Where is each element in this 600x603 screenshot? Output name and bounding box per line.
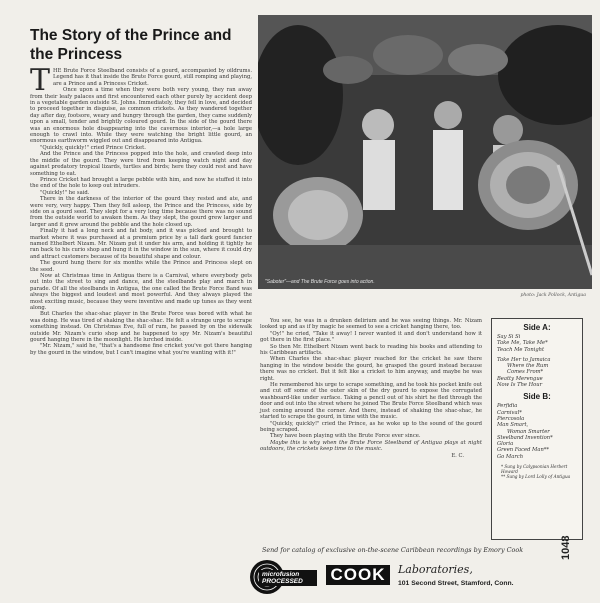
photo-illustration bbox=[258, 15, 592, 289]
story-paragraph: "Oy!" he cried, "Take it away! I never wanted it and don't understand how it got there in the first place." bbox=[260, 330, 482, 344]
track-item: Say Si Si bbox=[497, 334, 521, 340]
signature: E. C. bbox=[451, 452, 464, 459]
steelband-photo bbox=[258, 15, 592, 289]
singer-note: ** Sung by Lord Lolly of Antigua bbox=[501, 474, 571, 480]
track-item: Piercosola bbox=[497, 415, 525, 422]
story-paragraph: THE Brute Force Steelband consists of a gourd, accompanied by oildrums. Legend has it that inside the Brute Force gourd, still romping and playing, are a Prince and a Princess Cricket. bbox=[30, 63, 252, 98]
story-paragraph: Maybe this is why when the Brute Force Steelband of Antigua plays at night outdoors, the crickets keep time to the music. bbox=[260, 439, 482, 453]
story-paragraph: He remembered his urge to scrape something, and he took his pocket knife out and cut off some of the outer skin of the dry gourd to expose the corrugated washboard-like under surface. Taking a pencil out of his shirt he fled through the door and out into the street where he joined The Brute Force Steelband which was just coming around the corner. And there, instead of shaking the shac-shac, he started to scrape the gourd, in time with the music. bbox=[260, 382, 482, 421]
story-paragraph: Now at Christmas time in Antigua there is a Carnival, where everybody gets out into the street to sing and dance, and the steelbands play and march in parade. Of all the steelbands in Antigua, the one called the Brute Force Band was always the biggest and loudest and most powerful. And they always played the most exciting music, because they were inventive and made up tunes as they went along. bbox=[30, 273, 252, 312]
story-right-column bbox=[260, 318, 482, 554]
story-paragraph: But Charles the shac-shac player in the Brute Force was bored with what he was doing. He was tired of shaking the shac-shac. He felt a strange urge to scrape something instead. On Christmas Eve, full of rum, he passed by on the sidewalk outside Mr. Nizam's curio shop and he happened to spy Mr. Nizam's beautiful gourd hanging there in the moonlight. He lurched inside. bbox=[30, 311, 252, 344]
drop-cap: T bbox=[30, 63, 51, 98]
track-item: Go March bbox=[497, 453, 524, 460]
story-paragraph: When Charles the shac-shac player reached for the cricket he saw there hanging in the window beside the gourd, he grasped the gourd instead because there was no cricket. But it felt like a cricket to him anyway, and maybe he was right. bbox=[260, 356, 482, 382]
side-b-heading: Side B: bbox=[523, 392, 551, 402]
story-paragraph: There in the darkness of the interior of the gourd they rested and ate, and were very, very happy. Then they fell asleep, the Prince and the Princess, side by side on a gourd seed. They slept for a very long time because there was no sound from the outside world to awaken them. As they slept, the gourd grew larger and larger and it grew around the pebble and the hole closed up. bbox=[30, 196, 252, 228]
track-item: Man Smart, bbox=[497, 422, 529, 429]
singer-note: * Sung by Calypsonian Herbert Howard bbox=[501, 464, 568, 475]
story-paragraph: Finally it had a long neck and fat body, and it was picked and brought to market where it was purchased at a premium price by a tall dark gourd fancier named Ethelbert Nizam. Mr. Nizam put it under his arm, and holding it tightly he ran back to his curio shop and hung it in the window in the sun, where it could dry and attract customers because of its beautiful shape and colour. bbox=[30, 228, 252, 260]
track-item: Perfidia bbox=[497, 403, 518, 410]
track-item: Carnival* bbox=[497, 409, 522, 416]
catalog-number: 1048 bbox=[560, 535, 572, 560]
track-list-box bbox=[491, 318, 583, 540]
story-paragraph: "Quickly!" he said. bbox=[40, 189, 90, 196]
story-left-column bbox=[30, 63, 252, 588]
story-paragraph: You see, he was in a drunken delirium and he was seeing things. Mr. Nizam looked up and as if by magic he seemed to see a cricket hanging there, too. bbox=[260, 318, 482, 331]
track-item: Now Is The Hour bbox=[497, 382, 543, 389]
track-item: Take Her to Jamaica bbox=[497, 356, 551, 363]
photo-credit: photo: Jack Pollock, Antigua bbox=[520, 293, 586, 298]
story-paragraph: "Mr. Nizam," said he, "that's a handsome fine cricket you've got there hanging by the gourd in the window, but I can't imagine what you're wanting with it!" bbox=[30, 343, 252, 356]
story-paragraph: And the Prince and the Princess popped into the hole, and crawled deep into the middle of the gourd. They were tired from keeping watch night and day against predatory tropical lizards, turtles and birds; here they could rest and have something to eat. bbox=[30, 151, 252, 177]
photo-caption: "Saboter"—and The Brute Force goes into action. bbox=[265, 279, 375, 285]
side-a-heading: Side A: bbox=[523, 323, 551, 332]
story-paragraph: Once upon a time when they were both very young, they ran away from their leafy palaces and first encountered each other purely by accident deep in a vegetable garden outside St. Johns. Immediately, they fell in love, and decided to proceed together in disguise, as common crickets. As they wandered together day after day, footsore, weary and hungry through the garden, they came suddenly upon a small, tender and brightly coloured gourd. In the side of the gourd there was an enormous hole disappearing into the cavernous interior,—a hole large enough to crawl into. While they were watching the bright little gourd, an enormous earthworm wiggled out and disappeared into Antigua. bbox=[30, 87, 252, 145]
story-paragraph: Prince Cricket had brought a large pebble with him, and now he stuffed it into the end of the hole to keep out intruders. bbox=[30, 176, 252, 190]
track-item: Green Faced Man** bbox=[497, 447, 549, 454]
story-paragraph: So then Mr. Ethelbert Nizam went back to reading his books and attending to his Caribbean artifacts. bbox=[260, 343, 482, 357]
catalog-offer: Send for catalog of exclusive on-the-scene Caribbean recordings by Emory Cook bbox=[262, 546, 524, 554]
company-name: Laboratories, bbox=[398, 563, 473, 576]
track-item: Comes From* bbox=[507, 369, 544, 376]
track-item: Where the Rum bbox=[507, 363, 549, 370]
microfusion-logo bbox=[247, 557, 317, 597]
page-title: The Story of the Prince and the Princess bbox=[30, 27, 232, 63]
track-item: Steelband Invention* bbox=[497, 434, 553, 441]
story-paragraph: They have been playing with the Brute Force ever since. bbox=[270, 433, 421, 440]
story-paragraph: "Quickly, quickly!" cried Prince Cricket. bbox=[40, 144, 146, 151]
microfusion-label: microfusion PROCESSED bbox=[259, 570, 317, 586]
track-item: Beatty Merengue bbox=[497, 375, 543, 382]
cook-logo: COOK bbox=[326, 565, 390, 585]
track-item: Woman Smarter bbox=[507, 428, 550, 435]
company-address: 101 Second Street, Stamford, Conn. bbox=[398, 580, 514, 587]
track-item: Take Me, Take Me* bbox=[497, 340, 548, 347]
track-item: Gloria bbox=[497, 441, 514, 448]
track-item: Teach Me Tonight bbox=[497, 346, 545, 353]
story-paragraph: The gourd hung there for six months while the Prince and Princess slept on the seed. bbox=[30, 260, 252, 273]
story-paragraph: "Quickly, quickly!" cried the Prince, as he woke up to the sound of the gourd being scraped. bbox=[260, 420, 482, 433]
